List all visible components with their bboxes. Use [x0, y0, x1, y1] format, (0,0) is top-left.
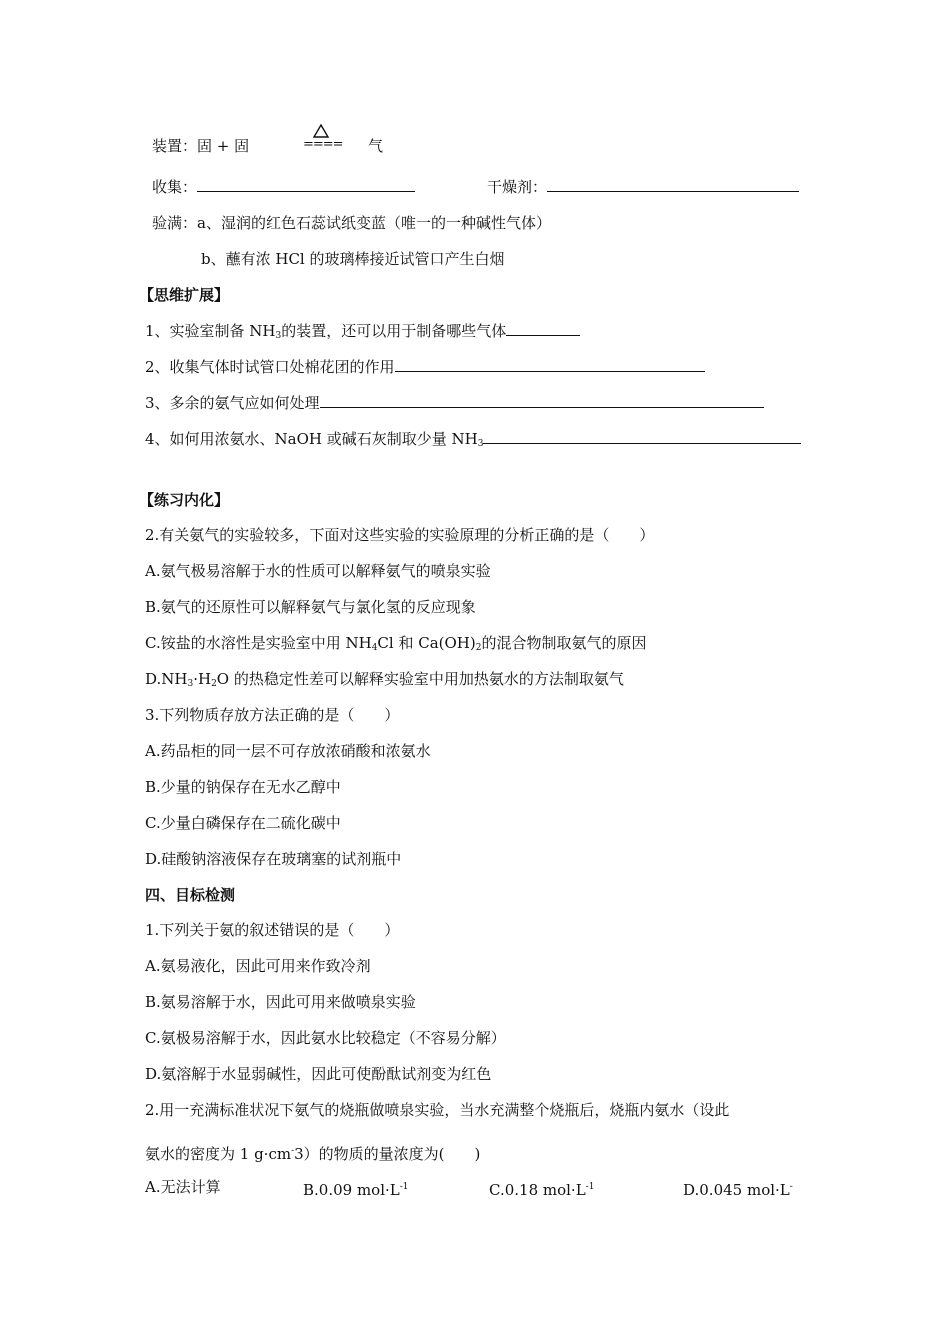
text: ·H	[193, 670, 212, 688]
text: 氨水的密度为 1 g·cm	[145, 1145, 292, 1163]
gas-label: 气	[368, 137, 384, 155]
extension-q4	[145, 429, 801, 454]
practice-q2-option-a: A.氨气极易溶解于水的性质可以解释氨气的喷泉实验	[145, 562, 491, 580]
test-q1: 1.下列关于氨的叙述错误的是（ ）	[145, 921, 400, 939]
device-line	[152, 136, 249, 156]
dry-label: 干燥剂：	[487, 178, 548, 196]
superscript: -1	[585, 1182, 595, 1192]
practice-q2-option-c	[145, 633, 647, 658]
reaction-equals: ====	[303, 137, 343, 152]
test-q1-option-b: B.氨易溶解于水，因此可用来做喷泉实验	[145, 993, 416, 1011]
superscript: -	[789, 1182, 793, 1192]
subscript: 4	[371, 643, 378, 653]
practice-heading: 【练习内化】	[139, 491, 230, 509]
test-q2-option-c	[489, 1177, 594, 1200]
test-q1-option-c: C.氨极易溶解于水，因此氨水比较稳定（不容易分解）	[145, 1029, 506, 1047]
collect-line	[152, 177, 415, 197]
text: B.0.09 mol·L	[303, 1181, 400, 1199]
subscript: 3	[275, 331, 282, 341]
extension-q1-blank[interactable]	[506, 321, 580, 336]
check-line-a: 验满：a、湿润的红色石蕊试纸变蓝（唯一的一种碱性气体）	[152, 214, 551, 232]
superscript: -1	[399, 1182, 409, 1192]
practice-q3-option-c: C.少量白磷保存在二硫化碳中	[145, 814, 341, 832]
practice-q3-option-b: B.少量的钠保存在无水乙醇中	[145, 778, 341, 796]
extension-q1	[145, 321, 580, 346]
device-label: 装置：固 + 固	[152, 137, 250, 155]
extension-q3	[145, 393, 764, 413]
extension-q2-text: 2、收集气体时试管口处棉花团的作用	[145, 358, 395, 376]
subscript: 2	[475, 643, 482, 653]
text: 3）的物质的量浓度为( )	[294, 1145, 481, 1163]
text: Cl 和 Ca(OH)	[377, 634, 476, 652]
check-line-b: b、蘸有浓 HCl 的玻璃棒接近试管口产生白烟	[201, 250, 505, 268]
collect-label: 收集：	[152, 178, 198, 196]
subscript: 3	[477, 439, 484, 449]
practice-q3-option-a: A.药品柜的同一层不可存放浓硝酸和浓氨水	[145, 742, 431, 760]
practice-q2-option-d	[145, 669, 624, 694]
extension-q1-tail: 的装置，还可以用于制备哪些气体	[281, 322, 507, 340]
superscript: -	[291, 1146, 295, 1156]
dry-blank[interactable]	[547, 177, 799, 192]
extension-q4-blank[interactable]	[483, 429, 801, 444]
extension-q3-text: 3、多余的氨气应如何处理	[145, 394, 320, 412]
test-q2-line1: 2.用一充满标准状况下氨气的烧瓶做喷泉实验，当水充满整个烧瓶后，烧瓶内氨水（设此	[145, 1101, 730, 1119]
extension-heading: 【思维扩展】	[139, 286, 230, 304]
text: C.0.18 mol·L	[489, 1181, 586, 1199]
test-q2-option-d	[683, 1177, 793, 1200]
subscript: 2	[211, 679, 217, 689]
test-q1-option-a: A.氨易液化，因此可用来作致冷剂	[145, 957, 371, 975]
extension-q3-blank[interactable]	[320, 393, 764, 408]
extension-q1-text: 1、实验室制备 NH	[145, 322, 276, 340]
text: O 的热稳定性差可以解释实验室中用加热氨水的方法制取氨气	[216, 670, 624, 688]
practice-q3-option-d: D.硅酸钠溶液保存在玻璃塞的试剂瓶中	[145, 850, 402, 868]
text: D.NH	[145, 670, 188, 688]
text: 的混合物制取氨气的原因	[481, 634, 647, 652]
test-q2-line2	[145, 1141, 480, 1164]
practice-q2: 2.有关氨气的实验较多，下面对这些实验的实验原理的分析正确的是（ ）	[145, 526, 655, 544]
heat-triangle-icon	[313, 124, 329, 138]
extension-q2-blank[interactable]	[395, 357, 705, 372]
dry-line	[487, 177, 799, 197]
extension-q2	[145, 357, 705, 377]
collect-blank[interactable]	[197, 177, 415, 192]
subscript: 3	[187, 679, 194, 689]
test-q2-option-a: A.无法计算	[145, 1178, 221, 1196]
test-q1-option-d: D.氨溶解于水显弱碱性，因此可使酚酞试剂变为红色	[145, 1065, 492, 1083]
test-q2-option-b	[303, 1177, 409, 1200]
text: C.铵盐的水溶性是实验室中用 NH	[145, 634, 372, 652]
practice-q2-option-b: B.氨气的还原性可以解释氨气与氯化氢的反应现象	[145, 598, 476, 616]
text: D.0.045 mol·L	[683, 1181, 790, 1199]
test-heading: 四、目标检测	[145, 886, 236, 904]
extension-q4-text: 4、如何用浓氨水、NaOH 或碱石灰制取少量 NH	[145, 430, 478, 448]
practice-q3: 3.下列物质存放方法正确的是（ ）	[145, 706, 400, 724]
